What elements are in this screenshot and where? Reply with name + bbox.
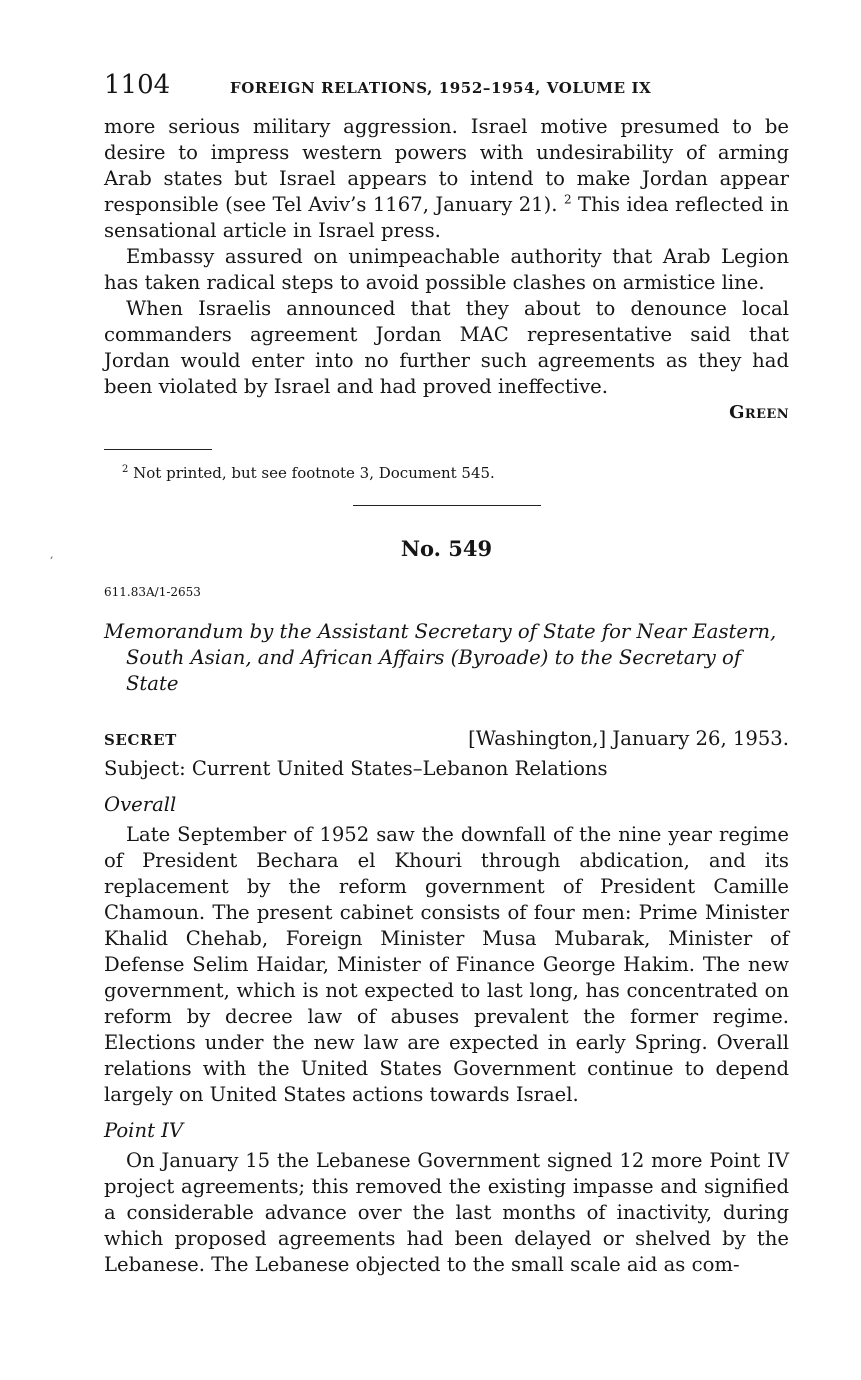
- prev-doc-paragraph-3: When Israelis announced that they about to denounce local commanders agreement Jordan MAC representative said that Jordan would enter into no further such agreements as they had been violated by Israel and had proved ineffective.: [104, 297, 789, 398]
- page-header: [104, 70, 789, 114]
- section-text-point-iv: On January 15 the Lebanese Government signed 12 more Point IV project agreements; this removed the existing impasse and signified a considerable advance over the last months of inactivity, during which proposed agreements had been delayed or shelved by the Lebanese. The Lebanese objected to the small scale aid as com-: [104, 1149, 789, 1276]
- running-head: FOREIGN RELATIONS, 1952–1954, VOLUME IX: [230, 79, 652, 97]
- dateline: [Washington,] January 26, 1953.: [468, 727, 789, 750]
- footnote-mark: 2: [122, 464, 129, 475]
- document-separator: [353, 505, 541, 506]
- classification: SECRET: [104, 731, 177, 749]
- footnote-divider: [104, 449, 212, 450]
- section-heading-overall: Overall: [104, 793, 177, 816]
- file-number: 611.83A/1-2653: [104, 585, 201, 599]
- signature: Green: [729, 402, 789, 423]
- stray-mark: ,: [50, 548, 54, 561]
- footnote-text: Not printed, but see footnote 3, Document 545.: [128, 464, 495, 482]
- footnote-reference: 2: [563, 192, 572, 207]
- section-heading-point-iv: Point IV: [104, 1119, 184, 1142]
- prev-doc-paragraph-2: Embassy assured on unimpeachable authority that Arab Legion has taken radical steps to avoid possible clashes on armistice line.: [104, 245, 789, 294]
- classification-line: [104, 727, 789, 750]
- document-title: Memorandum by the Assistant Secretary of State for Near Eastern, South Asian, and African Affairs (Byroade) to the Secretary of State: [104, 620, 777, 695]
- subject-line: Subject: Current United States–Lebanon Relations: [104, 757, 608, 780]
- document-number: No. 549: [400, 536, 493, 561]
- document-page: [104, 70, 789, 1278]
- page-number: 1104: [104, 70, 171, 100]
- footnote: [104, 460, 789, 483]
- prev-doc-paragraph-1: more serious military aggression. Israel motive presumed to be desire to impress western powers with undesirability of arming Arab states but Israel appears to intend to make Jordan appear responsible (see Tel Aviv’s 1167, January 21). $^2$ This idea reflected in sensational article in Israel press.: [104, 115, 789, 242]
- section-text-overall: Late September of 1952 saw the downfall of the nine year regime of President Bechara el Khouri through abdication, and its replacement by the reform government of President Camille Chamoun. The present cabinet consists of four men: Prime Minister Khalid Chehab, Foreign Minister Musa Mubarak, Minister of Defense Selim Haidar, Minister of Finance George Hakim. The new government, which is not expected to last long, has concentrated on reform by decree law of abuses prevalent the former regime. Elections under the new law are expected in early Spring. Overall relations with the United States Government continue to depend largely on United States actions towards Israel.: [104, 823, 789, 1106]
